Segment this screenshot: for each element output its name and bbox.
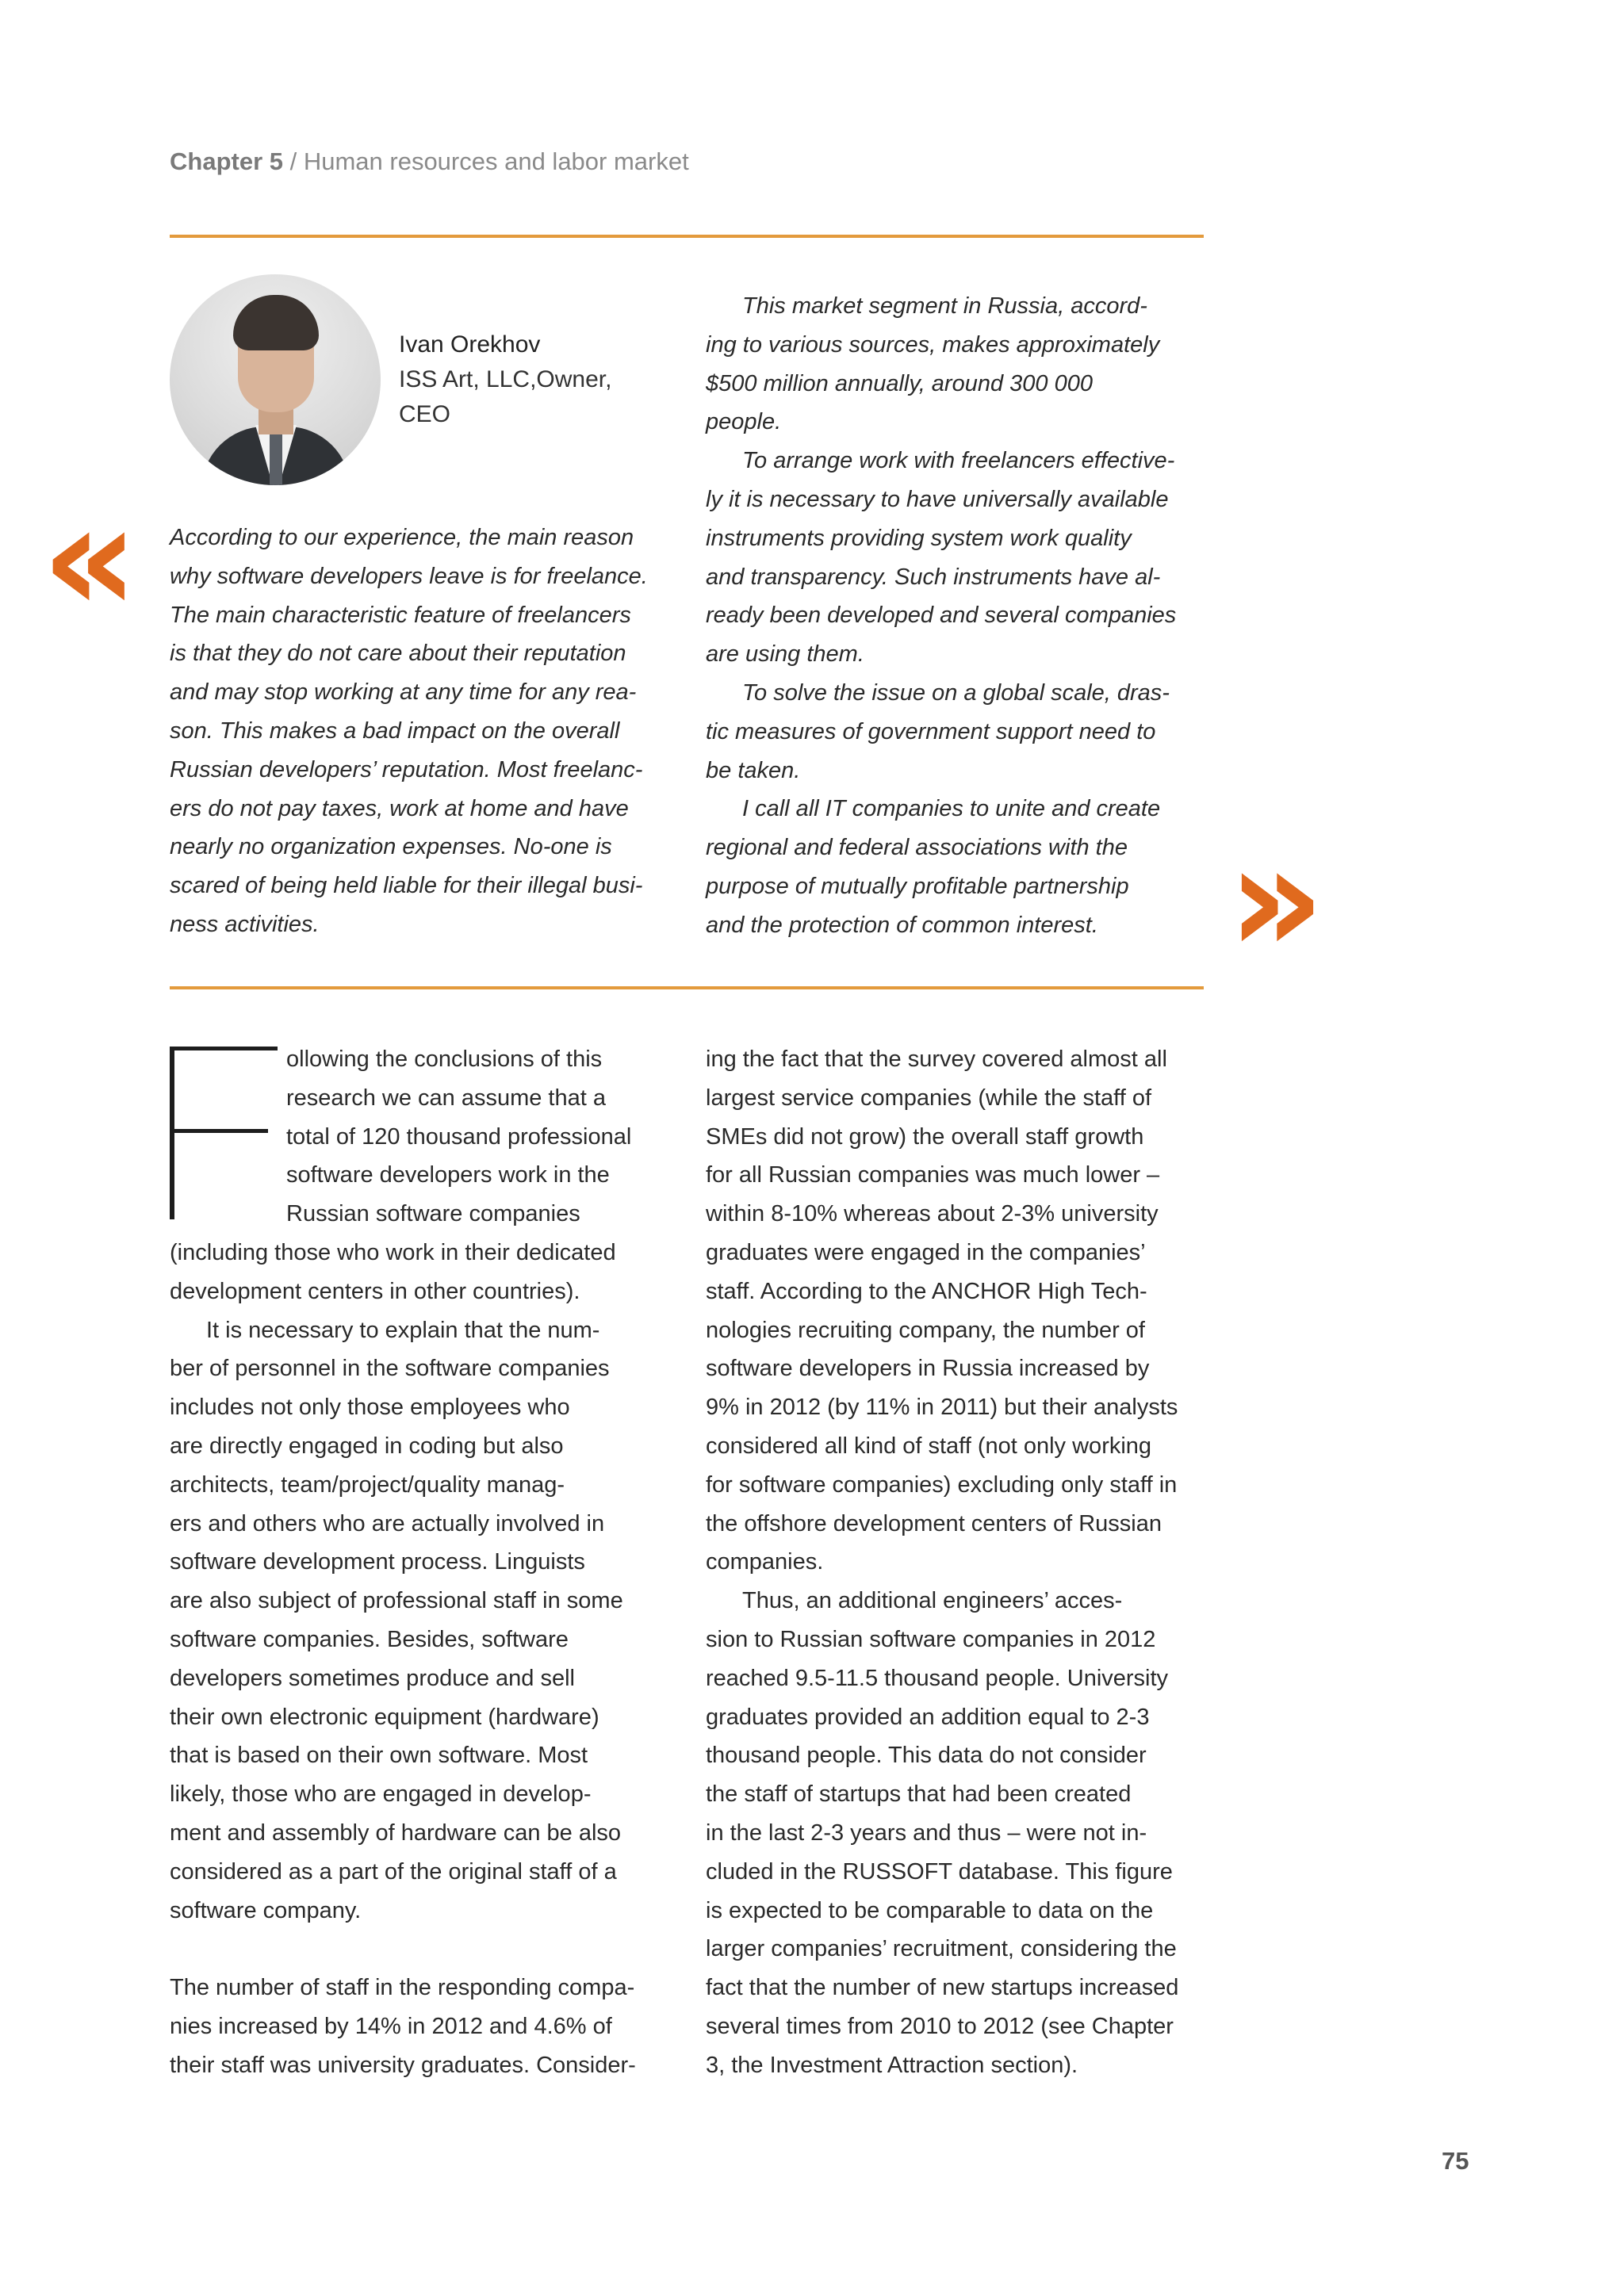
quote-line: regional and federal associations with the bbox=[706, 835, 1128, 861]
body-line: graduates were engaged in the companies’ bbox=[706, 1239, 1146, 1265]
body-line: considered as a part of the original staff of a bbox=[170, 1858, 617, 1885]
body-line: (including those who work in their dedicated bbox=[170, 1239, 616, 1265]
body-left-column bbox=[170, 1040, 685, 2085]
quote-line: and transparency. Such instruments have al- bbox=[706, 564, 1161, 590]
body-line: are directly engaged in coding but also bbox=[170, 1433, 564, 1459]
quote-line: ness activities. bbox=[170, 911, 320, 937]
body-line: within 8-10% whereas about 2-3% university bbox=[706, 1201, 1159, 1227]
paragraph-gap bbox=[170, 1930, 685, 1969]
close-quote-icon: » bbox=[1228, 812, 1325, 987]
quote-right-column bbox=[706, 287, 1205, 945]
body-line: software development process. Linguists bbox=[170, 1549, 585, 1575]
quote-line: $500 million annually, around 300 000 bbox=[706, 370, 1093, 396]
quote-line: and may stop working at any time for any rea- bbox=[170, 679, 637, 706]
chapter-label: Chapter 5 bbox=[170, 147, 283, 175]
body-line: reached 9.5-11.5 thousand people. University bbox=[706, 1665, 1169, 1691]
quote-line: The main characteristic feature of freelancers bbox=[170, 602, 631, 628]
open-quote-icon: « bbox=[41, 471, 139, 646]
body-line: software company. bbox=[170, 1897, 362, 1923]
body-line: staff. According to the ANCHOR High Tech- bbox=[706, 1278, 1147, 1304]
quote-line: and the protection of common interest. bbox=[706, 912, 1098, 938]
body-line: Russian software companies bbox=[286, 1201, 580, 1227]
body-line: likely, those who are engaged in develop- bbox=[170, 1781, 592, 1808]
body-right-column bbox=[706, 1040, 1213, 2085]
body-line: total of 120 thousand professional bbox=[286, 1123, 632, 1150]
running-header bbox=[170, 147, 689, 176]
body-line: Thus, an additional engineers’ acces- bbox=[742, 1588, 1123, 1614]
body-line: nologies recruiting company, the number of bbox=[706, 1317, 1145, 1343]
body-line: software developers work in the bbox=[286, 1162, 610, 1188]
body-line: It is necessary to explain that the num- bbox=[206, 1317, 600, 1343]
quote-line: This market segment in Russia, accord- bbox=[742, 293, 1147, 319]
quote-line: ly it is necessary to have universally available bbox=[706, 486, 1169, 512]
author-role-line: ISS Art, LLC,Owner, bbox=[399, 366, 612, 392]
body-line: is expected to be comparable to data on the bbox=[706, 1897, 1154, 1923]
quote-line: tic measures of government support need to bbox=[706, 718, 1156, 744]
quote-line: purpose of mutually profitable partnership bbox=[706, 873, 1129, 899]
top-divider bbox=[170, 235, 1204, 238]
body-line: 9% in 2012 (by 11% in 2011) but their analysts bbox=[706, 1395, 1178, 1421]
body-line: larger companies’ recruitment, considering the bbox=[706, 1936, 1177, 1962]
body-line: the offshore development centers of Russian bbox=[706, 1510, 1162, 1536]
quote-line: is that they do not care about their reputation bbox=[170, 641, 626, 667]
body-line: SMEs did not grow) the overall staff growth bbox=[706, 1123, 1144, 1150]
body-line: the staff of startups that had been created bbox=[706, 1781, 1132, 1808]
body-line: ber of personnel in the software companies bbox=[170, 1356, 610, 1382]
body-line: ers and others who are actually involved in bbox=[170, 1510, 605, 1536]
photo-hair bbox=[233, 295, 319, 350]
body-line: ing the fact that the survey covered almost all bbox=[706, 1047, 1167, 1072]
quote-line: Russian developers’ reputation. Most freelanc- bbox=[170, 756, 643, 783]
dropcap-paragraph-lines bbox=[170, 1040, 685, 1234]
author-info bbox=[399, 327, 611, 432]
body-line: includes not only those employees who bbox=[170, 1395, 570, 1421]
quote-line: are using them. bbox=[706, 641, 864, 668]
bottom-divider bbox=[170, 986, 1204, 989]
body-line: The number of staff in the responding compa- bbox=[170, 1975, 635, 2001]
quote-line: To arrange work with freelancers effective- bbox=[742, 448, 1175, 474]
body-line: cluded in the RUSSOFT database. This figure bbox=[706, 1858, 1173, 1885]
body-line: architects, team/project/quality manag- bbox=[170, 1471, 565, 1498]
body-line: software developers in Russia increased by bbox=[706, 1356, 1150, 1382]
author-role-line: CEO bbox=[399, 401, 451, 427]
header-separator: / bbox=[282, 147, 304, 175]
body-line: thousand people. This data do not consider bbox=[706, 1743, 1147, 1769]
quote-line: scared of being held liable for their illegal busi- bbox=[170, 873, 643, 899]
quote-left-column bbox=[170, 519, 677, 944]
body-line: developers sometimes produce and sell bbox=[170, 1665, 575, 1691]
quote-line: I call all IT companies to unite and create bbox=[742, 796, 1161, 822]
quote-line: ers do not pay taxes, work at home and have bbox=[170, 795, 629, 821]
body-line: nies increased by 14% in 2012 and 4.6% of bbox=[170, 2013, 612, 2039]
body-line: development centers in other countries). bbox=[170, 1278, 580, 1304]
body-line: graduates provided an addition equal to 2-3 bbox=[706, 1704, 1150, 1730]
quote-line: son. This makes a bad impact on the overall bbox=[170, 718, 620, 744]
body-line: ollowing the conclusions of this bbox=[286, 1047, 603, 1072]
body-line: their own electronic equipment (hardware) bbox=[170, 1704, 599, 1730]
body-line: ment and assembly of hardware can be also bbox=[170, 1820, 622, 1846]
body-line: their staff was university graduates. Consider- bbox=[170, 2052, 636, 2078]
body-line: largest service companies (while the staff of bbox=[706, 1085, 1152, 1111]
body-line: fact that the number of new startups increased bbox=[706, 1975, 1179, 2001]
body-line: research we can assume that a bbox=[286, 1085, 606, 1111]
quote-line: nearly no organization expenses. No-one is bbox=[170, 834, 612, 860]
quote-line: why software developers leave is for freelance. bbox=[170, 563, 648, 589]
section-title: Human resources and labor market bbox=[303, 147, 689, 175]
quote-line: instruments providing system work quality bbox=[706, 525, 1132, 551]
body-line: that is based on their own software. Most bbox=[170, 1743, 588, 1769]
body-line: software companies. Besides, software bbox=[170, 1626, 569, 1652]
quote-line: ing to various sources, makes approximately bbox=[706, 331, 1160, 358]
page-number: 75 bbox=[1442, 2147, 1469, 2175]
quote-line: ready been developed and several companies bbox=[706, 603, 1177, 629]
body-line: for all Russian companies was much lower – bbox=[706, 1162, 1160, 1188]
body-line: for software companies) excluding only staff in bbox=[706, 1471, 1178, 1498]
body-line: 3, the Investment Attraction section). bbox=[706, 2052, 1078, 2078]
body-line: companies. bbox=[706, 1549, 824, 1575]
quote-line: To solve the issue on a global scale, dras- bbox=[742, 679, 1170, 706]
body-line: sion to Russian software companies in 2012 bbox=[706, 1626, 1156, 1652]
author-photo bbox=[170, 274, 381, 485]
body-line: considered all kind of staff (not only working bbox=[706, 1433, 1152, 1459]
photo-tie bbox=[270, 431, 282, 485]
quote-line: be taken. bbox=[706, 757, 801, 783]
quote-line: According to our experience, the main reason bbox=[170, 525, 634, 550]
body-line: in the last 2-3 years and thus – were not in- bbox=[706, 1820, 1147, 1846]
quote-line: people. bbox=[706, 409, 782, 435]
body-line: several times from 2010 to 2012 (see Chapter bbox=[706, 2013, 1174, 2039]
author-name: Ivan Orekhov bbox=[399, 331, 541, 358]
body-line: are also subject of professional staff in some bbox=[170, 1588, 623, 1614]
